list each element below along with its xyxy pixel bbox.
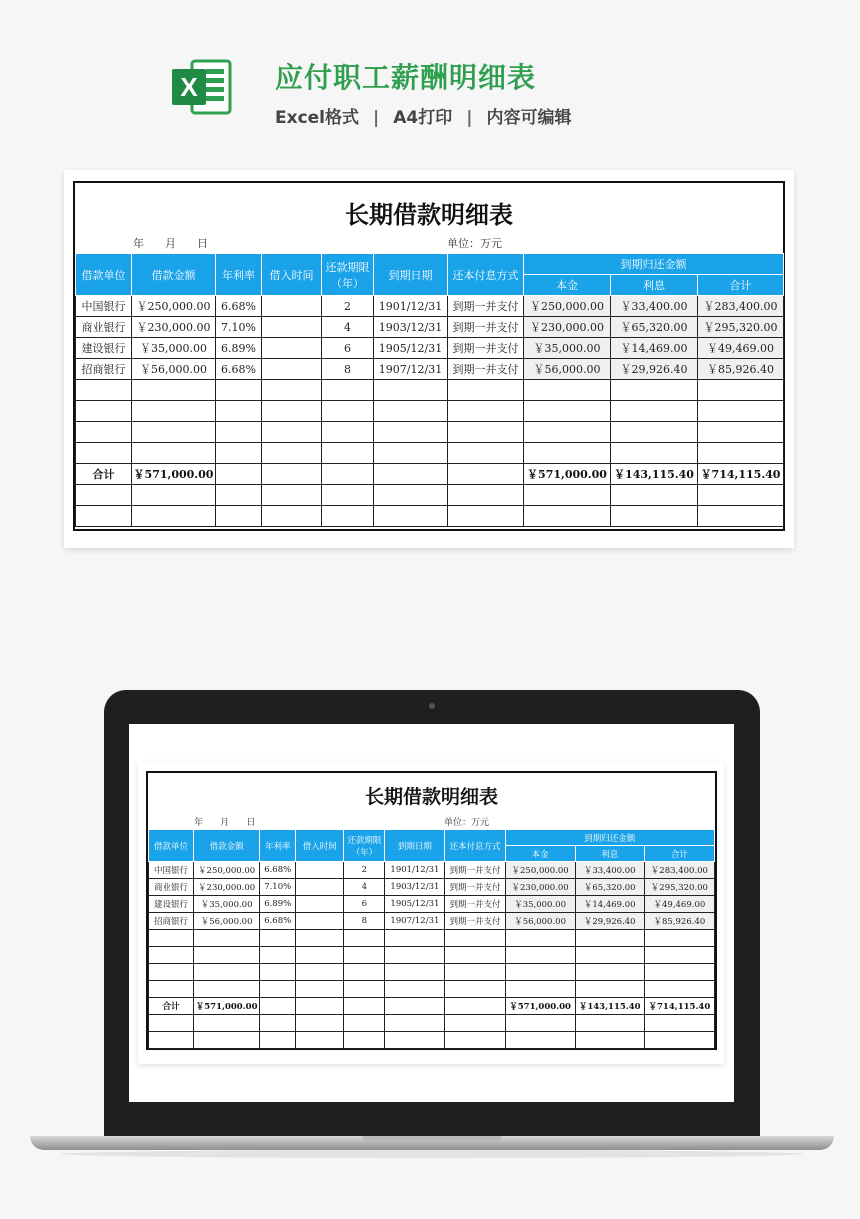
empty-cell[interactable] [644, 930, 714, 947]
empty-cell[interactable] [344, 1032, 385, 1049]
cell-due-date[interactable]: 1907/12/31 [385, 913, 445, 930]
empty-cell[interactable] [575, 1032, 644, 1049]
empty-cell[interactable] [194, 981, 260, 998]
column-header: 到期归还金额 [505, 830, 714, 846]
column-header: 合计 [644, 846, 714, 862]
cell-interest[interactable]: ￥29,926.40 [575, 913, 644, 930]
cell-total[interactable]: ￥283,400.00 [698, 296, 784, 317]
cell-repay-method[interactable]: 到期一并支付 [445, 896, 505, 913]
empty-cell[interactable] [322, 401, 374, 422]
empty-cell[interactable] [260, 1015, 296, 1032]
cell-repay-method[interactable]: 到期一并支付 [445, 862, 505, 879]
empty-cell[interactable] [644, 981, 714, 998]
empty-cell[interactable] [448, 380, 524, 401]
empty-cell[interactable] [216, 401, 262, 422]
cell-due-date[interactable]: 1903/12/31 [374, 317, 448, 338]
empty-cell[interactable] [698, 506, 784, 527]
empty-cell[interactable] [644, 1015, 714, 1032]
empty-cell[interactable] [505, 1015, 575, 1032]
cell-total[interactable]: ￥49,469.00 [698, 338, 784, 359]
empty-cell[interactable] [216, 506, 262, 527]
cell-borrow-time[interactable] [296, 896, 344, 913]
empty-row [76, 443, 784, 464]
empty-cell[interactable] [575, 1015, 644, 1032]
empty-cell[interactable] [194, 930, 260, 947]
empty-cell[interactable] [262, 485, 322, 506]
empty-cell[interactable] [374, 422, 448, 443]
empty-cell[interactable] [296, 964, 344, 981]
loan-table-small [148, 829, 715, 1049]
empty-cell[interactable] [644, 1032, 714, 1049]
empty-cell[interactable] [385, 998, 445, 1015]
page-title: 应付职工薪酬明细表 [275, 61, 537, 94]
empty-cell[interactable] [448, 401, 524, 422]
column-header: 借款金额 [132, 254, 216, 296]
cell-bank[interactable]: 商业银行 [76, 317, 132, 338]
summary-amount[interactable]: ￥571,000.00 [132, 464, 216, 485]
cell-due-date[interactable]: 1905/12/31 [385, 896, 445, 913]
empty-cell[interactable] [575, 964, 644, 981]
term-header-line2: （年） [331, 276, 364, 290]
column-header: 借款单位 [149, 830, 194, 862]
empty-cell[interactable] [644, 964, 714, 981]
cell-rate[interactable]: 6.89% [260, 896, 296, 913]
empty-cell[interactable] [132, 401, 216, 422]
sheet-preview-card [64, 170, 794, 548]
term-header-line2: （年） [351, 847, 378, 858]
empty-cell[interactable] [611, 485, 698, 506]
empty-cell[interactable] [216, 422, 262, 443]
empty-cell[interactable] [260, 930, 296, 947]
empty-row [149, 930, 715, 947]
empty-cell[interactable] [385, 981, 445, 998]
empty-cell[interactable] [524, 380, 611, 401]
empty-cell[interactable] [445, 998, 505, 1015]
empty-cell[interactable] [322, 380, 374, 401]
empty-cell[interactable] [385, 947, 445, 964]
empty-row [149, 1032, 715, 1049]
empty-row [76, 506, 784, 527]
empty-cell[interactable] [262, 401, 322, 422]
empty-cell[interactable] [344, 998, 385, 1015]
cell-bank[interactable]: 中国银行 [149, 862, 194, 879]
empty-cell[interactable] [260, 998, 296, 1015]
cell-repay-method[interactable]: 到期一并支付 [448, 338, 524, 359]
empty-cell[interactable] [698, 485, 784, 506]
summary-interest[interactable]: ￥143,115.40 [611, 464, 698, 485]
empty-cell[interactable] [575, 981, 644, 998]
empty-cell[interactable] [149, 1032, 194, 1049]
empty-cell[interactable] [575, 930, 644, 947]
empty-cell[interactable] [76, 443, 132, 464]
empty-cell[interactable] [445, 947, 505, 964]
empty-cell[interactable] [374, 401, 448, 422]
empty-cell[interactable] [194, 947, 260, 964]
cell-total[interactable]: ￥49,469.00 [644, 896, 714, 913]
laptop-shadow [60, 1150, 804, 1158]
empty-cell[interactable] [374, 485, 448, 506]
cell-total[interactable]: ￥295,320.00 [644, 879, 714, 896]
cell-interest[interactable]: ￥33,400.00 [611, 296, 698, 317]
cell-principal[interactable]: ￥230,000.00 [505, 879, 575, 896]
empty-cell[interactable] [296, 1015, 344, 1032]
cell-term[interactable]: 4 [322, 317, 374, 338]
empty-cell[interactable] [132, 506, 216, 527]
cell-repay-method[interactable]: 到期一并支付 [445, 879, 505, 896]
empty-cell[interactable] [445, 981, 505, 998]
sheet-frame-small [146, 771, 717, 1050]
empty-cell[interactable] [505, 981, 575, 998]
empty-cell[interactable] [448, 506, 524, 527]
empty-cell[interactable] [262, 380, 322, 401]
cell-amount[interactable]: ￥35,000.00 [132, 338, 216, 359]
cell-amount[interactable]: ￥230,000.00 [132, 317, 216, 338]
cell-principal[interactable]: ￥35,000.00 [524, 338, 611, 359]
empty-cell[interactable] [445, 964, 505, 981]
summary-amount[interactable]: ￥571,000.00 [194, 998, 260, 1015]
summary-principal[interactable]: ￥571,000.00 [524, 464, 611, 485]
cell-rate[interactable]: 6.68% [216, 359, 262, 380]
empty-cell[interactable] [296, 947, 344, 964]
cell-borrow-time[interactable] [262, 317, 322, 338]
cell-principal[interactable]: ￥230,000.00 [524, 317, 611, 338]
empty-cell[interactable] [194, 964, 260, 981]
cell-due-date[interactable]: 1903/12/31 [385, 879, 445, 896]
cell-term[interactable]: 2 [322, 296, 374, 317]
empty-cell[interactable] [698, 380, 784, 401]
summary-total[interactable]: ￥714,115.40 [698, 464, 784, 485]
column-header: 借款金额 [194, 830, 260, 862]
column-header: 年利率 [260, 830, 296, 862]
cell-principal[interactable]: ￥250,000.00 [505, 862, 575, 879]
column-header: 本金 [524, 275, 611, 296]
cell-principal[interactable]: ￥250,000.00 [524, 296, 611, 317]
empty-row [149, 1015, 715, 1032]
empty-cell[interactable] [149, 1015, 194, 1032]
column-header: 利息 [575, 846, 644, 862]
cell-amount[interactable]: ￥35,000.00 [194, 896, 260, 913]
column-header: 合计 [698, 275, 784, 296]
cell-due-date[interactable]: 1907/12/31 [374, 359, 448, 380]
cell-borrow-time[interactable] [262, 338, 322, 359]
empty-cell[interactable] [76, 485, 132, 506]
cell-interest[interactable]: ￥65,320.00 [575, 879, 644, 896]
summary-principal[interactable]: ￥571,000.00 [505, 998, 575, 1015]
cell-interest[interactable]: ￥65,320.00 [611, 317, 698, 338]
cell-term[interactable]: 6 [344, 896, 385, 913]
excel-logo-icon [170, 55, 234, 119]
camera-icon [429, 703, 435, 709]
cell-interest[interactable]: ￥29,926.40 [611, 359, 698, 380]
empty-cell[interactable] [644, 947, 714, 964]
empty-cell[interactable] [698, 443, 784, 464]
table-row [76, 338, 784, 359]
empty-cell[interactable] [262, 422, 322, 443]
cell-repay-method[interactable]: 到期一并支付 [448, 317, 524, 338]
empty-cell[interactable] [448, 464, 524, 485]
column-header: 到期日期 [385, 830, 445, 862]
cell-interest[interactable]: ￥14,469.00 [611, 338, 698, 359]
table-row [149, 913, 715, 930]
cell-borrow-time[interactable] [296, 879, 344, 896]
logo-letter: X [180, 72, 198, 102]
cell-due-date[interactable]: 1901/12/31 [374, 296, 448, 317]
empty-cell[interactable] [149, 981, 194, 998]
empty-cell[interactable] [296, 930, 344, 947]
cell-principal[interactable]: ￥35,000.00 [505, 896, 575, 913]
cell-borrow-time[interactable] [296, 913, 344, 930]
cell-rate[interactable]: 6.68% [260, 862, 296, 879]
cell-amount[interactable]: ￥56,000.00 [132, 359, 216, 380]
cell-bank[interactable]: 招商银行 [76, 359, 132, 380]
column-header [344, 830, 385, 862]
empty-cell[interactable] [611, 422, 698, 443]
cell-bank[interactable]: 建设银行 [76, 338, 132, 359]
empty-cell[interactable] [322, 485, 374, 506]
empty-cell[interactable] [260, 964, 296, 981]
empty-row [149, 981, 715, 998]
cell-amount[interactable]: ￥56,000.00 [194, 913, 260, 930]
empty-cell[interactable] [524, 443, 611, 464]
cell-rate[interactable]: 6.68% [216, 296, 262, 317]
empty-cell[interactable] [344, 1015, 385, 1032]
empty-cell[interactable] [524, 422, 611, 443]
cell-due-date[interactable]: 1905/12/31 [374, 338, 448, 359]
column-header: 到期归还金额 [524, 254, 784, 275]
empty-cell[interactable] [322, 422, 374, 443]
cell-total[interactable]: ￥283,400.00 [644, 862, 714, 879]
empty-row [76, 485, 784, 506]
empty-cell[interactable] [445, 1015, 505, 1032]
cell-amount[interactable]: ￥250,000.00 [132, 296, 216, 317]
date-label-small: 年 月 日 [194, 818, 256, 828]
cell-bank[interactable]: 建设银行 [149, 896, 194, 913]
empty-cell[interactable] [260, 947, 296, 964]
term-header-line1: 还款期限 [347, 835, 382, 846]
empty-row [149, 947, 715, 964]
empty-cell[interactable] [344, 930, 385, 947]
empty-cell[interactable] [149, 964, 194, 981]
empty-cell[interactable] [575, 947, 644, 964]
empty-cell[interactable] [262, 464, 322, 485]
summary-row [76, 464, 784, 485]
empty-cell[interactable] [216, 380, 262, 401]
empty-cell[interactable] [262, 443, 322, 464]
empty-cell[interactable] [374, 506, 448, 527]
empty-cell[interactable] [698, 422, 784, 443]
empty-cell[interactable] [149, 930, 194, 947]
empty-cell[interactable] [296, 998, 344, 1015]
unit-label: 单位：万元 [447, 237, 502, 250]
empty-cell[interactable] [76, 380, 132, 401]
cell-repay-method[interactable]: 到期一并支付 [445, 913, 505, 930]
print-label: A4打印 [393, 108, 453, 128]
empty-cell[interactable] [322, 506, 374, 527]
cell-interest[interactable]: ￥33,400.00 [575, 862, 644, 879]
cell-repay-method[interactable]: 到期一并支付 [448, 296, 524, 317]
empty-cell[interactable] [448, 443, 524, 464]
cell-bank[interactable]: 商业银行 [149, 879, 194, 896]
empty-cell[interactable] [132, 485, 216, 506]
cell-term[interactable]: 2 [344, 862, 385, 879]
cell-due-date[interactable]: 1901/12/31 [385, 862, 445, 879]
cell-interest[interactable]: ￥14,469.00 [575, 896, 644, 913]
empty-cell[interactable] [374, 380, 448, 401]
empty-cell[interactable] [194, 1032, 260, 1049]
empty-cell[interactable] [611, 506, 698, 527]
cell-rate[interactable]: 7.10% [216, 317, 262, 338]
empty-cell[interactable] [385, 1015, 445, 1032]
column-header: 还本付息方式 [445, 830, 505, 862]
column-header [322, 254, 374, 296]
empty-row [76, 401, 784, 422]
empty-cell[interactable] [385, 930, 445, 947]
cell-principal[interactable]: ￥56,000.00 [524, 359, 611, 380]
separator: | [466, 108, 473, 128]
empty-cell[interactable] [698, 401, 784, 422]
cell-amount[interactable]: ￥250,000.00 [194, 862, 260, 879]
empty-cell[interactable] [262, 506, 322, 527]
empty-cell[interactable] [385, 964, 445, 981]
table-row [149, 896, 715, 913]
empty-cell[interactable] [344, 981, 385, 998]
format-label: Excel格式 [275, 108, 360, 128]
empty-cell[interactable] [216, 443, 262, 464]
empty-cell[interactable] [505, 1032, 575, 1049]
empty-cell[interactable] [385, 1032, 445, 1049]
empty-cell[interactable] [322, 443, 374, 464]
empty-cell[interactable] [611, 443, 698, 464]
column-header: 年利率 [216, 254, 262, 296]
editable-label: 内容可编辑 [486, 108, 572, 128]
sheet-preview-card-small [138, 762, 724, 1064]
column-header: 到期日期 [374, 254, 448, 296]
laptop-notch [362, 1136, 502, 1142]
column-header: 借入时间 [296, 830, 344, 862]
column-header: 借款单位 [76, 254, 132, 296]
empty-cell[interactable] [216, 464, 262, 485]
empty-cell[interactable] [505, 964, 575, 981]
sheet-frame [73, 181, 785, 531]
cell-rate[interactable]: 6.89% [216, 338, 262, 359]
empty-cell[interactable] [76, 422, 132, 443]
empty-cell[interactable] [260, 981, 296, 998]
cell-term[interactable]: 6 [322, 338, 374, 359]
column-header: 利息 [611, 275, 698, 296]
empty-cell[interactable] [445, 1032, 505, 1049]
empty-cell[interactable] [132, 443, 216, 464]
empty-cell[interactable] [524, 485, 611, 506]
empty-cell[interactable] [149, 947, 194, 964]
cell-borrow-time[interactable] [262, 296, 322, 317]
cell-term[interactable]: 8 [344, 913, 385, 930]
empty-cell[interactable] [448, 485, 524, 506]
table-row [149, 879, 715, 896]
sheet-title-small: 长期借款明细表 [364, 786, 498, 808]
empty-cell[interactable] [611, 380, 698, 401]
cell-term[interactable]: 8 [322, 359, 374, 380]
summary-label[interactable]: 合计 [149, 998, 194, 1015]
empty-cell[interactable] [216, 485, 262, 506]
empty-cell[interactable] [76, 401, 132, 422]
column-header: 还本付息方式 [448, 254, 524, 296]
empty-cell[interactable] [260, 1032, 296, 1049]
summary-total[interactable]: ￥714,115.40 [644, 998, 714, 1015]
empty-cell[interactable] [524, 401, 611, 422]
subtitle [275, 103, 571, 128]
loan-table [75, 253, 784, 527]
empty-row [76, 422, 784, 443]
empty-cell[interactable] [374, 443, 448, 464]
table-row [76, 359, 784, 380]
summary-label[interactable]: 合计 [76, 464, 132, 485]
cell-borrow-time[interactable] [262, 359, 322, 380]
empty-cell[interactable] [611, 401, 698, 422]
empty-cell[interactable] [445, 930, 505, 947]
sheet-title: 长期借款明细表 [345, 200, 513, 229]
empty-cell[interactable] [374, 464, 448, 485]
cell-bank[interactable]: 招商银行 [149, 913, 194, 930]
laptop-screen [129, 724, 734, 1102]
column-header: 借入时间 [262, 254, 322, 296]
empty-cell[interactable] [344, 964, 385, 981]
cell-term[interactable]: 4 [344, 879, 385, 896]
cell-rate[interactable]: 7.10% [260, 879, 296, 896]
cell-principal[interactable]: ￥56,000.00 [505, 913, 575, 930]
cell-amount[interactable]: ￥230,000.00 [194, 879, 260, 896]
term-header-line1: 还款期限 [325, 260, 370, 274]
empty-cell[interactable] [448, 422, 524, 443]
cell-borrow-time[interactable] [296, 862, 344, 879]
table-row [76, 317, 784, 338]
date-label: 年 月 日 [133, 237, 208, 250]
cell-total[interactable]: ￥85,926.40 [698, 359, 784, 380]
table-row [149, 862, 715, 879]
empty-cell[interactable] [524, 506, 611, 527]
column-header: 本金 [505, 846, 575, 862]
empty-cell[interactable] [296, 981, 344, 998]
cell-total[interactable]: ￥295,320.00 [698, 317, 784, 338]
empty-cell[interactable] [194, 1015, 260, 1032]
cell-bank[interactable]: 中国银行 [76, 296, 132, 317]
empty-row [149, 964, 715, 981]
cell-repay-method[interactable]: 到期一并支付 [448, 359, 524, 380]
empty-cell[interactable] [505, 947, 575, 964]
cell-total[interactable]: ￥85,926.40 [644, 913, 714, 930]
empty-cell[interactable] [344, 947, 385, 964]
table-row [76, 296, 784, 317]
empty-cell[interactable] [132, 422, 216, 443]
summary-interest[interactable]: ￥143,115.40 [575, 998, 644, 1015]
summary-row [149, 998, 715, 1015]
empty-cell[interactable] [505, 930, 575, 947]
unit-label-small: 单位：万元 [444, 818, 490, 828]
empty-cell[interactable] [132, 380, 216, 401]
separator: | [373, 108, 380, 128]
empty-cell[interactable] [296, 1032, 344, 1049]
empty-cell[interactable] [76, 506, 132, 527]
empty-cell[interactable] [322, 464, 374, 485]
cell-rate[interactable]: 6.68% [260, 913, 296, 930]
empty-row [76, 380, 784, 401]
